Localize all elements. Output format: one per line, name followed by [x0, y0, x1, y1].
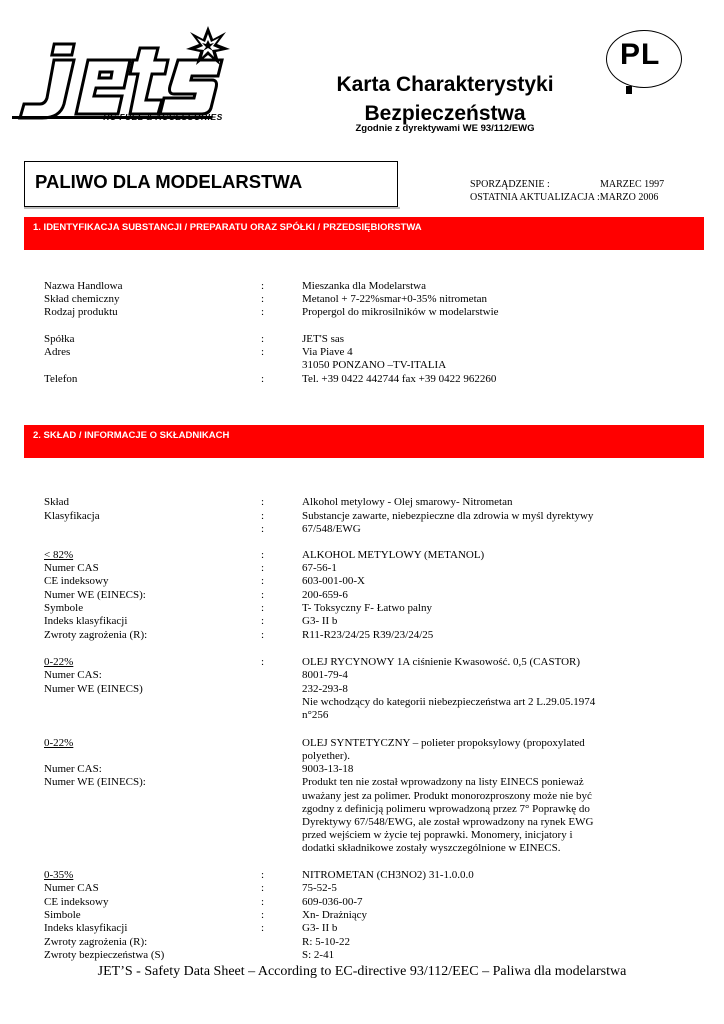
section2-row-label: Skład [44, 496, 70, 508]
section2-row-label: Numer CAS: [44, 669, 102, 681]
section2-row-sep: : [261, 615, 265, 627]
updated-label: OSTATNIA AKTUALIZACJA : [470, 192, 600, 203]
section1-row-sep: : [261, 306, 265, 318]
section2-row-label: Numer WE (EINECS) [44, 683, 143, 695]
section1-row-sep: : [261, 346, 265, 358]
title-line-2: Bezpieczeństwa [364, 102, 526, 125]
section2-row-value: NITROMETAN (CH3NO2) 31-1.0.0.0 [302, 869, 474, 881]
section2-row-value: polyether). [302, 750, 350, 762]
section2-row-value: Produkt ten nie został wprowadzony na listy EINECS ponieważ [302, 776, 584, 788]
section1-row-value: Metanol + 7-22%smar+0-35% nitrometan [302, 293, 488, 305]
section1-row-value: 31050 PONZANO –TV-ITALIA [302, 359, 447, 371]
section2-row-value: T- Toksyczny F- Łatwo palny [302, 602, 432, 614]
prepared-label: SPORZĄDZENIE : [470, 179, 550, 190]
section2-row-value: Nie wchodzący do kategorii niebezpieczeństwa art 2 L.29.05.1974 [302, 696, 596, 708]
badge-dot [626, 86, 632, 94]
section1-row-sep: : [261, 373, 265, 385]
section2-row-sep: : [261, 656, 265, 668]
product-name: PALIWO DLA MODELARSTWA [35, 171, 303, 192]
section2-row-value: 232-293-8 [302, 683, 348, 695]
section2-row-sep: : [261, 549, 265, 561]
section1-row-value: JET'S sas [302, 333, 345, 345]
document-title [290, 70, 600, 128]
section2-row-value: uważany jest za polimer. Produkt monorozproszony może nie być [302, 790, 592, 802]
section2-row-value: G3- II b [302, 922, 338, 934]
section2-row-value: R: 5-10-22 [302, 936, 350, 948]
section2-row-sep: : [261, 882, 265, 894]
section2-row-value: zgodny z definicją polimeru wprowadzoną przez 7° Poprawkę do [302, 803, 590, 815]
section2-row-value: Dyrektywy 67/548/EWG, ale został wprowadzony na rynek EWG [302, 816, 594, 828]
section2-row-label: Numer CAS [44, 562, 99, 574]
section2-row-label: CE indeksowy [44, 896, 109, 908]
section2-row-label: Indeks klasyfikacji [44, 922, 128, 934]
document-dates [470, 178, 664, 204]
section2-row-sep: : [261, 909, 265, 921]
section2-row-value: S: 2-41 [302, 949, 335, 961]
section1-row-label: Nazwa Handlowa [44, 280, 123, 292]
section2-row-value: 75-52-5 [302, 882, 337, 894]
section2-row-value: 603-001-00-X [302, 575, 365, 587]
country-code: PL [620, 38, 661, 71]
section2-row-value: Substancje zawarte, niebezpieczne dla zdrowia w myśl dyrektywy [302, 510, 594, 522]
section1-row-value: Tel. +39 0422 442744 fax +39 0422 962260 [302, 373, 497, 385]
title-line-1: Karta Charakterystyki [336, 73, 554, 96]
section2-row-sep: : [261, 523, 265, 535]
section2-row-sep: : [261, 629, 265, 641]
section1-row-value: Mieszanka dla Modelarstwa [302, 280, 427, 292]
section2-row-value: 8001-79-4 [302, 669, 348, 681]
section2-row-value: G3- II b [302, 615, 338, 627]
section2-row-label: Indeks klasyfikacji [44, 615, 128, 627]
section1-row-label: Telefon [44, 373, 78, 385]
prepared-value: MARZEC 1997 [600, 179, 665, 190]
section1-row-label: Rodzaj produktu [44, 306, 118, 318]
updated-value: MARZO 2006 [599, 192, 659, 203]
section2-row-sep: : [261, 510, 265, 522]
section2-row-value: OLEJ SYNTETYCZNY – polieter propoksylowy (propoxylated [302, 737, 585, 749]
section2-row-label: Zwroty bezpieczeństwa (S) [44, 949, 165, 961]
section1-row-sep: : [261, 333, 265, 345]
section2-row-sep: : [261, 589, 265, 601]
document-subtitle: Zgodnie z dyrektywami WE 93/112/EWG [355, 123, 535, 134]
section2-row-value: R11-R23/24/25 R39/23/24/25 [302, 629, 434, 641]
section2-row-label: 0-22% [44, 737, 74, 749]
section2-row-sep: : [261, 496, 265, 508]
section2-row-sep: : [261, 922, 265, 934]
section2-row-value: dodatki składnikowe zostały wyszczególnione w EINECS. [302, 842, 561, 854]
product-box-shadow [24, 207, 400, 209]
section2-row-label: 0-35% [44, 869, 74, 881]
logo-caption: RC FUEL & ACCESSORIES [103, 112, 223, 122]
section1-row-sep: : [261, 280, 265, 292]
section1-row-label: Spółka [44, 333, 75, 345]
section2-row-sep: : [261, 562, 265, 574]
section2-row-label: 0-22% [44, 656, 74, 668]
section2-row-value: 67-56-1 [302, 562, 337, 574]
section2-row-label: Zwroty zagrożenia (R): [44, 629, 148, 641]
section2-row-label: < 82% [44, 549, 74, 561]
section2-row-label: CE indeksowy [44, 575, 109, 587]
section1-row-value: Propergol do mikrosilników w modelarstwie [302, 306, 499, 318]
section1-row-value: Via Piave 4 [302, 346, 353, 358]
section2-row-value: Xn- Drażniący [302, 909, 368, 921]
section2-row-sep: : [261, 602, 265, 614]
section2-row-label: Klasyfikacja [44, 510, 100, 522]
section2-row-value: 200-659-6 [302, 589, 348, 601]
section2-row-label: Simbole [44, 909, 81, 921]
section1-row-sep: : [261, 293, 265, 305]
section2-row-value: 9003-13-18 [302, 763, 354, 775]
section2-row-label: Symbole [44, 602, 84, 614]
section2-row-label: Numer CAS [44, 882, 99, 894]
section2-row-value: 609-036-00-7 [302, 896, 363, 908]
section2-row-value: 67/548/EWG [302, 523, 361, 535]
section2-row-label: Zwroty zagrożenia (R): [44, 936, 148, 948]
section2-row-sep: : [261, 896, 265, 908]
section2-row-sep: : [261, 869, 265, 881]
section-1-header: 1. IDENTYFIKACJA SUBSTANCJI / PREPARATU ORAZ SPÓŁKI / PRZEDSIĘBIORSTWA [24, 217, 704, 250]
section1-row-label: Skład chemiczny [44, 293, 120, 305]
product-name-box [24, 161, 398, 207]
section2-row-value: ALKOHOL METYLOWY (METANOL) [302, 549, 485, 561]
section1-row-label: Adres [44, 346, 71, 358]
page-footer: JET’S - Safety Data Sheet – According to EC-directive 93/112/EEC – Paliwa dla modelarstwa [97, 964, 627, 979]
section2-row-sep: : [261, 575, 265, 587]
section2-row-value: przed wejściem w życie tej poprawki. Monomery, inicjatory i [302, 829, 573, 841]
section-2-header: 2. SKŁAD / INFORMACJE O SKŁADNIKACH [24, 425, 704, 458]
section2-row-label: Numer WE (EINECS): [44, 589, 146, 601]
section2-row-value: OLEJ RYCYNOWY 1A ciśnienie Kwasowość. 0,5 (CASTOR) [302, 656, 581, 668]
section2-row-label: Numer CAS: [44, 763, 102, 775]
section2-row-value: Alkohol metylowy - Olej smarowy- Nitrometan [302, 496, 513, 508]
section2-row-value: n°256 [302, 709, 329, 721]
section2-row-label: Numer WE (EINECS): [44, 776, 146, 788]
